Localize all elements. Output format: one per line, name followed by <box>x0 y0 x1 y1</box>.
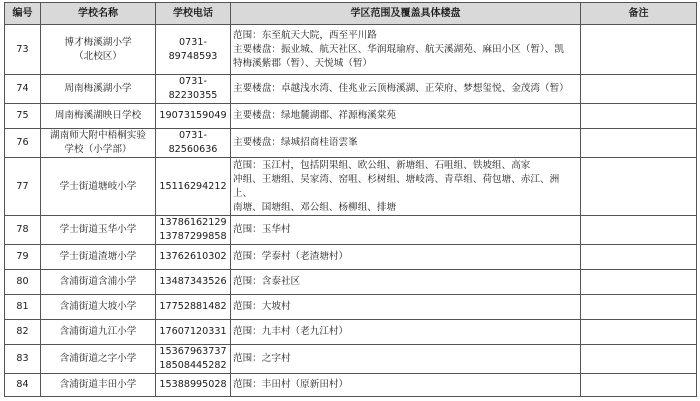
cell-note <box>581 295 697 320</box>
cell-school-name: 含浦街道丰田小学 <box>41 374 156 397</box>
table-row <box>5 320 697 345</box>
cell-school-name: 湖南师大附中梧桐实验 学校（小学部） <box>41 129 156 158</box>
table-row <box>5 75 697 104</box>
cell-note <box>581 374 697 397</box>
header-note: 备注 <box>581 3 697 25</box>
cell-district-area: 主要楼盘：绿城招商桂语雲峯 <box>231 129 581 158</box>
table-row <box>5 158 697 216</box>
school-district-table <box>4 2 697 397</box>
cell-school-name: 含浦街道九江小学 <box>41 320 156 345</box>
cell-district-area: 主要楼盘：绿地麓湖郡、祥源梅溪棠苑 <box>231 104 581 129</box>
cell-school-phone: 15388995028 <box>156 374 231 397</box>
header-district-area: 学区范围及覆盖具体楼盘 <box>231 3 581 25</box>
cell-no: 76 <box>5 129 41 158</box>
table-header-row <box>5 3 697 25</box>
table-row <box>5 295 697 320</box>
cell-school-name: 学士街道玉华小学 <box>41 216 156 245</box>
cell-school-phone: 19073159049 <box>156 104 231 129</box>
cell-school-phone: 13487343526 <box>156 270 231 295</box>
cell-school-name: 学士街道渣塘小学 <box>41 245 156 270</box>
cell-no: 73 <box>5 25 41 75</box>
header-school-phone: 学校电话 <box>156 3 231 25</box>
cell-district-area: 范围：九丰村（老九江村） <box>231 320 581 345</box>
cell-school-phone: 0731-82560636 <box>156 129 231 158</box>
cell-no: 80 <box>5 270 41 295</box>
cell-school-name: 博才梅溪湖小学 （北校区） <box>41 25 156 75</box>
table-row <box>5 129 697 158</box>
cell-school-name: 含浦街道之字小学 <box>41 345 156 374</box>
cell-note <box>581 104 697 129</box>
cell-school-name: 周南梅溪湖小学 <box>41 75 156 104</box>
cell-school-phone: 17607120331 <box>156 320 231 345</box>
cell-note <box>581 25 697 75</box>
table-row <box>5 216 697 245</box>
cell-no: 77 <box>5 158 41 216</box>
cell-no: 74 <box>5 75 41 104</box>
cell-school-name: 含浦街道含浦小学 <box>41 270 156 295</box>
cell-school-name: 含浦街道大坡小学 <box>41 295 156 320</box>
cell-no: 83 <box>5 345 41 374</box>
cell-district-area: 范围：学泰村（老渣塘村） <box>231 245 581 270</box>
table-row <box>5 374 697 397</box>
cell-school-phone: 15116294212 <box>156 158 231 216</box>
cell-school-name: 周南梅溪湖映日学校 <box>41 104 156 129</box>
cell-district-area: 范围：含泰社区 <box>231 270 581 295</box>
cell-school-phone: 17752881482 <box>156 295 231 320</box>
cell-note <box>581 216 697 245</box>
cell-no: 81 <box>5 295 41 320</box>
cell-no: 79 <box>5 245 41 270</box>
cell-district-area: 范围：玉华村 <box>231 216 581 245</box>
header-school-name: 学校名称 <box>41 3 156 25</box>
cell-note <box>581 345 697 374</box>
cell-note <box>581 245 697 270</box>
cell-school-name: 学士街道塘岐小学 <box>41 158 156 216</box>
cell-district-area: 范围：大坡村 <box>231 295 581 320</box>
table-row <box>5 245 697 270</box>
cell-note <box>581 75 697 104</box>
cell-district-area: 主要楼盘：卓越浅水湾、佳兆业云顶梅溪湖、正荣府、梦想玺悦、金茂湾（暂） <box>231 75 581 104</box>
cell-note <box>581 129 697 158</box>
cell-district-area: 范围：玉江村，包括阴果组、欧公组、新塘组、石咀组、铁坡组、高家 冲组、王塘组、吴家湾、窑咀、杉树组、塘岐湾、青草组、荷包塘、赤江、洲上、 南塘、国塘组、邓公组、杨柳组、排塘 <box>231 158 581 216</box>
cell-school-phone: 0731-89748593 <box>156 25 231 75</box>
table-row <box>5 345 697 374</box>
cell-no: 82 <box>5 320 41 345</box>
cell-no: 75 <box>5 104 41 129</box>
cell-note <box>581 158 697 216</box>
cell-district-area: 范围：丰田村（原新田村） <box>231 374 581 397</box>
table-row <box>5 104 697 129</box>
cell-school-phone: 13786162129 13787299858 <box>156 216 231 245</box>
header-no: 编号 <box>5 3 41 25</box>
cell-district-area: 范围：之字村 <box>231 345 581 374</box>
cell-no: 84 <box>5 374 41 397</box>
table-row <box>5 270 697 295</box>
cell-note <box>581 270 697 295</box>
cell-school-phone: 13762610302 <box>156 245 231 270</box>
cell-no: 78 <box>5 216 41 245</box>
cell-district-area: 范围：东至航天大院，西至平川路 主要楼盘：振业城、航天社区、华润琨瑜府、航天溪湖苑、麻田小区（暂）、凯 特梅溪紫郡（暂）、天悦城（暂） <box>231 25 581 75</box>
cell-note <box>581 320 697 345</box>
cell-school-phone: 15367963737 18508445282 <box>156 345 231 374</box>
table-row <box>5 25 697 75</box>
cell-school-phone: 0731-82230355 <box>156 75 231 104</box>
table-body <box>5 25 697 397</box>
